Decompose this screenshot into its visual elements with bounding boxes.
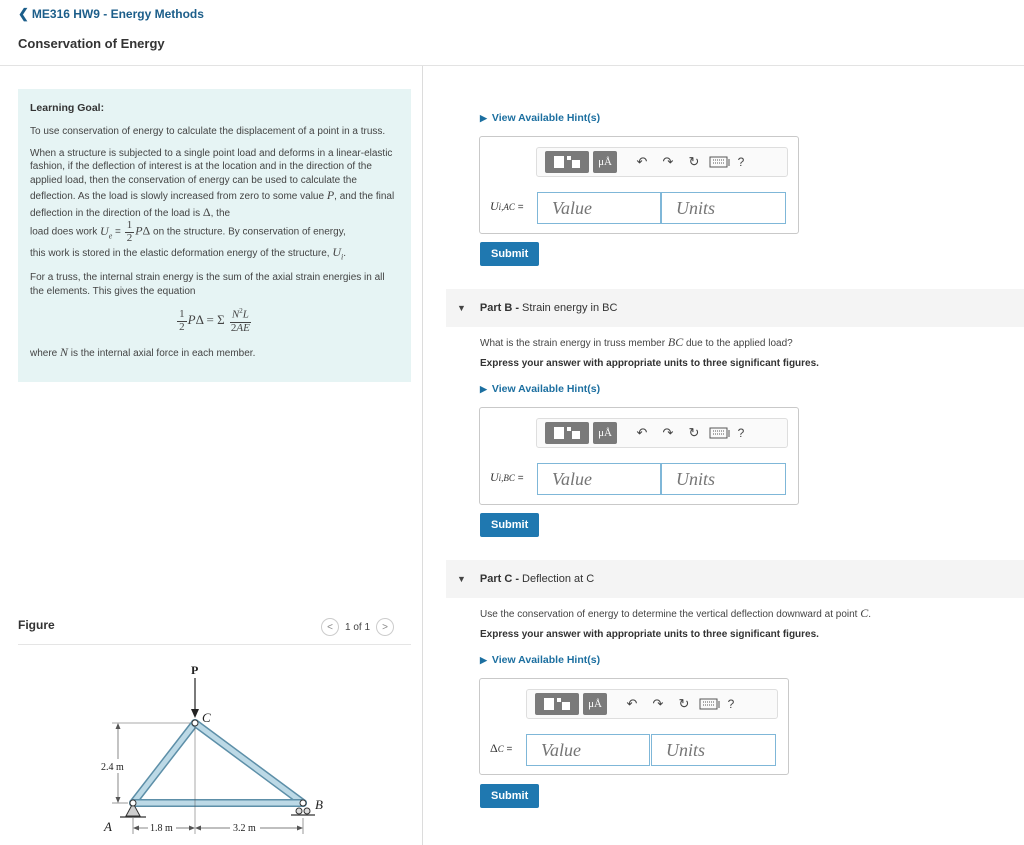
node-b-label: B (315, 797, 323, 812)
reset-icon[interactable]: ↻ (688, 425, 700, 440)
part-c-answer-box (479, 678, 789, 775)
help-button[interactable]: ? (737, 155, 745, 169)
load-arrow-icon (191, 678, 199, 718)
undo-icon[interactable]: ↶ (636, 154, 648, 169)
keyboard-icon[interactable] (707, 422, 733, 444)
learning-goal-body: When a structure is subjected to a single point load and deforms in a linear-elastic fashion, if the deflection of interest is at the location and in the direction of the applied load, then the conservation of energy can be used to calculate the deflection. As the load is slowly increased from zero to some value P, and the final deflection in the direction of the load is Δ, the load does work $U_e$ = $\frac{1}{2}$ PΔ on the structure. By conservation of energy, this work is stored in the elastic deformation energy of the structure, $U_i$. (30, 147, 395, 262)
part-b-hint-link[interactable]: ▶ View Available Hint(s) (480, 383, 601, 395)
part-c-instruction: Express your answer with appropriate units to three significant figures. (480, 629, 819, 640)
energy-equation: $\frac{1}{2}$ PΔ = Σ $\frac{N^2L}{2AE}$ (179, 307, 250, 334)
span-left-label: 1.8 m (150, 823, 173, 834)
part-a-answer-box (479, 136, 799, 234)
page-title: Conservation of Energy (18, 36, 165, 51)
learning-goal-intro: To use conservation of energy to calculate the displacement of a point in a truss. (30, 126, 386, 138)
triangle-right-icon: ▶ (480, 383, 487, 394)
reset-icon[interactable]: ↻ (688, 154, 700, 169)
chevron-left-icon[interactable]: < (321, 618, 339, 636)
part-c-submit-button[interactable]: Submit (480, 784, 539, 808)
triangle-down-icon[interactable]: ▼ (457, 574, 466, 584)
part-c-question: Use the conservation of energy to determine the vertical deflection downward at point C. (480, 606, 872, 620)
part-c-equation-toolbar (526, 689, 778, 719)
span-right-label: 3.2 m (233, 823, 256, 834)
part-a-hint-link[interactable]: ▶ View Available Hint(s) (480, 112, 601, 124)
part-c-units-input[interactable] (651, 734, 776, 766)
column-divider (422, 66, 423, 845)
figure-heading: Figure (18, 618, 55, 632)
redo-icon[interactable]: ↷ (652, 696, 664, 711)
units-symbol-button[interactable]: μÅ (583, 693, 607, 715)
part-b-variable-label: Ui,BC = (490, 470, 524, 484)
part-b-header[interactable]: ▼ Part B - Strain energy in BC (446, 289, 1024, 327)
learning-goal-heading: Learning Goal: (30, 102, 105, 114)
part-c-variable-label: ΔC = (490, 741, 513, 755)
redo-icon[interactable]: ↷ (662, 154, 674, 169)
figure-divider (18, 644, 411, 645)
triangle-down-icon[interactable]: ▼ (457, 303, 466, 313)
undo-icon[interactable]: ↶ (626, 696, 638, 711)
node-c-label: C (202, 710, 211, 725)
truss-member-ac (133, 723, 195, 803)
template-block-icon[interactable] (545, 151, 589, 173)
part-b-equation-toolbar (536, 418, 788, 448)
load-label: P (191, 663, 199, 677)
part-b-question: What is the strain energy in truss member BC due to the applied load? (480, 335, 793, 349)
part-a-submit-button[interactable]: Submit (480, 242, 539, 266)
part-c-hint-link[interactable]: ▶ View Available Hint(s) (480, 654, 601, 666)
part-a-equation-toolbar (536, 147, 788, 177)
top-header (0, 0, 1024, 66)
breadcrumb-back-link[interactable] (18, 6, 204, 22)
help-button[interactable]: ? (737, 426, 745, 440)
chevron-left-icon: ❮ (18, 6, 29, 21)
pager-count: 1 of 1 (345, 621, 371, 633)
learning-goal-panel (18, 89, 411, 382)
part-a-value-input[interactable] (537, 192, 661, 224)
height-label: 2.4 m (101, 762, 124, 773)
help-button[interactable]: ? (727, 697, 735, 711)
units-symbol-button[interactable]: μÅ (593, 422, 617, 444)
reset-icon[interactable]: ↻ (678, 696, 690, 711)
undo-icon[interactable]: ↶ (636, 425, 648, 440)
keyboard-icon[interactable] (707, 151, 733, 173)
triangle-right-icon: ▶ (480, 654, 487, 665)
part-b-units-input[interactable] (661, 463, 786, 495)
node-a-label: A (104, 819, 112, 834)
part-c-header[interactable]: ▼ Part C - Deflection at C (446, 560, 1024, 598)
part-a-units-input[interactable] (661, 192, 786, 224)
units-symbol-button[interactable]: μÅ (593, 151, 617, 173)
part-a-variable-label: Ui,AC = (490, 199, 524, 213)
truss-figure (90, 656, 340, 841)
learning-goal-where: where N is the internal axial force in each member. (30, 345, 256, 360)
part-b-submit-button[interactable]: Submit (480, 513, 539, 537)
breadcrumb-label: ME316 HW9 - Energy Methods (31, 7, 204, 21)
triangle-right-icon: ▶ (480, 112, 487, 123)
part-b-value-input[interactable] (537, 463, 661, 495)
template-block-icon[interactable] (535, 693, 579, 715)
template-block-icon[interactable] (545, 422, 589, 444)
part-b-answer-box (479, 407, 799, 505)
redo-icon[interactable]: ↷ (662, 425, 674, 440)
figure-pager (321, 618, 394, 636)
part-c-value-input[interactable] (526, 734, 650, 766)
chevron-right-icon[interactable]: > (376, 618, 394, 636)
learning-goal-truss-text: For a truss, the internal strain energy is the sum of the axial strain energies in all the elements. This gives the equation (30, 272, 385, 297)
part-b-instruction: Express your answer with appropriate units to three significant figures. (480, 358, 819, 369)
truss-member-bc (195, 723, 303, 803)
keyboard-icon[interactable] (697, 693, 723, 715)
